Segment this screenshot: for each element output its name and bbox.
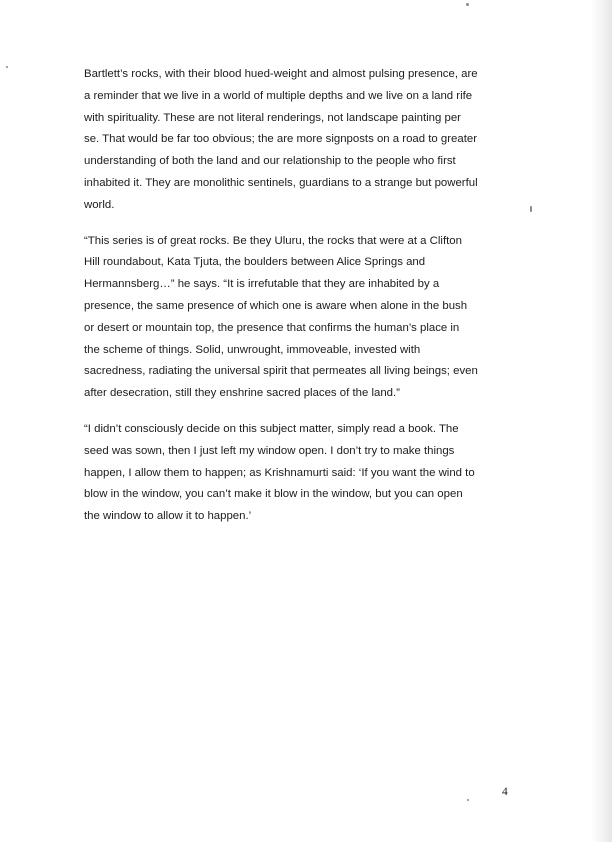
scan-edge-shadow [590, 0, 612, 842]
text-line: seed was sown, then I just left my window open. I don’t try to make things [84, 444, 455, 457]
text-line: a reminder that we live in a world of multiple depths and we live on a land rife [84, 89, 473, 102]
text-line: understanding of both the land and our relationship to the people who first [84, 155, 456, 168]
text-line: Hill roundabout, Kata Tjuta, the boulders between Alice Springs and [84, 256, 426, 269]
text-line: the window to allow it to happen.’ [84, 510, 252, 523]
text-line: blow in the window, you can’t make it blow in the window, but you can open [84, 488, 463, 501]
text-line: “I didn’t consciously decide on this subject matter, simply read a book. The [84, 422, 459, 435]
text-line: after desecration, still they enshrine sacred places of the land.” [84, 387, 400, 400]
scan-speck [466, 3, 469, 6]
text-line: Bartlett’s rocks, with their blood hued-weight and almost pulsing presence, are [84, 68, 478, 80]
scan-speck [530, 206, 532, 212]
body-text [84, 64, 508, 542]
text-line: world. [84, 198, 115, 211]
text-line: happen, I allow them to happen; as Krishnamurti said: ‘If you want the wind to [84, 466, 475, 479]
paragraph [84, 64, 508, 217]
text-line: with spirituality. These are not literal renderings, not landscape painting per [84, 111, 461, 124]
paragraph [84, 231, 508, 405]
scan-speck [6, 66, 8, 68]
text-line: the scheme of things. Solid, unwrought, immoveable, invested with [84, 343, 421, 356]
text-line: or desert or mountain top, the presence that confirms the human’s place in [84, 321, 460, 334]
text-line: “This series is of great rocks. Be they Uluru, the rocks that were at a Clifton [84, 234, 462, 247]
scan-speck [467, 799, 469, 801]
text-line: presence, the same presence of which one is aware when alone in the bush [84, 299, 468, 312]
page-number: 4 [502, 786, 508, 798]
paragraph [84, 419, 508, 528]
text-line: sacredness, radiating the universal spirit that permeates all living beings; even [84, 365, 478, 378]
text-line: inhabited it. They are monolithic sentinels, guardians to a strange but powerful [84, 176, 478, 189]
text-line: se. That would be far too obvious; the are more signposts on a road to greater [84, 133, 477, 146]
text-line: Hermannsberg…” he says. “It is irrefutable that they are inhabited by a [84, 278, 440, 291]
